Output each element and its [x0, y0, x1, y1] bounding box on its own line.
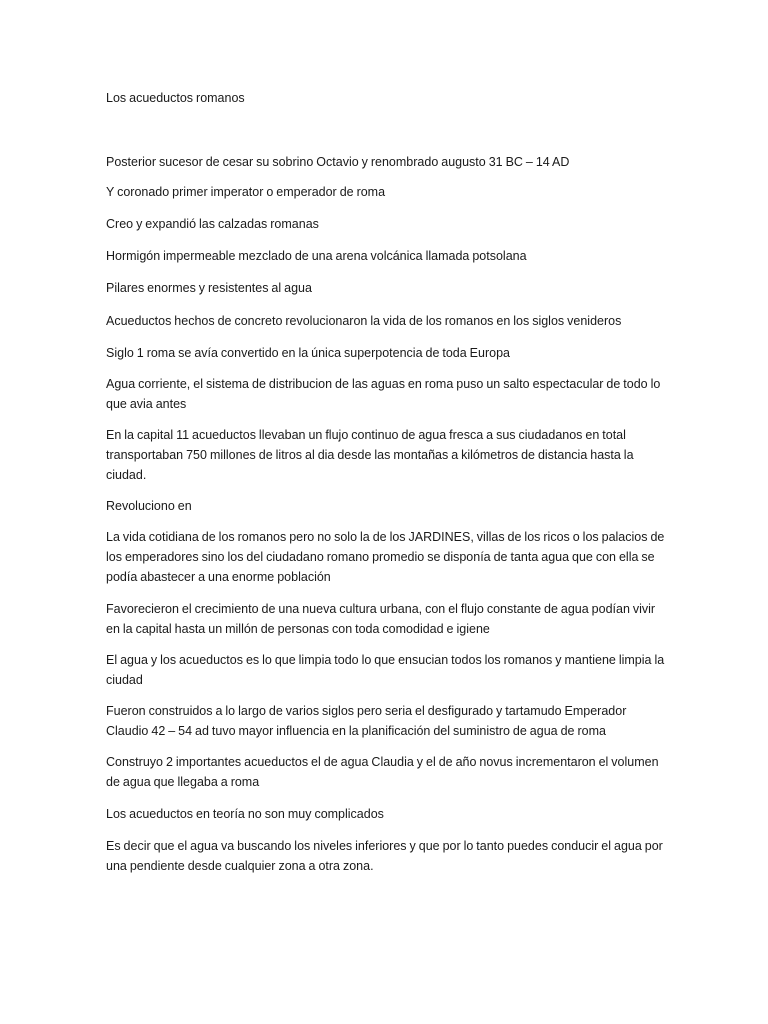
paragraph-6: Acueductos hechos de concreto revolucionaron la vida de los romanos en los siglos venideros — [106, 314, 622, 328]
paragraph-7: Siglo 1 roma se avía convertido en la única superpotencia de toda Europa — [106, 346, 510, 360]
paragraph-4: Hormigón impermeable mezclado de una arena volcánica llamada potsolana — [106, 249, 527, 263]
paragraph-10: Revoluciono en — [106, 499, 192, 513]
paragraph-16: Los acueductos en teoría no son muy complicados — [106, 807, 384, 821]
document-title: Los acueductos romanos — [106, 91, 245, 105]
paragraph-5: Pilares enormes y resistentes al agua — [106, 281, 312, 295]
paragraph-3: Creo y expandió las calzadas romanas — [106, 217, 319, 231]
paragraph-13: El agua y los acueductos es lo que limpia todo lo que ensucian todos los romanos y mantiene limpia la ciudad — [106, 653, 665, 687]
paragraph-2: Y coronado primer imperator o emperador de roma — [106, 185, 386, 199]
paragraph-12: Favorecieron el crecimiento de una nueva cultura urbana, con el flujo constante de agua podían vivir en la capital hasta un millón de personas con toda comodidad e igiene — [106, 602, 656, 636]
paragraph-1: Posterior sucesor de cesar su sobrino Octavio y renombrado augusto 31 BC – 14 AD — [106, 155, 570, 169]
paragraph-11: La vida cotidiana de los romanos pero no solo la de los JARDINES, villas de los ricos o los palacios de los emperadores sino los del ciudadano romano promedio se disponía de tanta agua que con ella se podía abastecer a una enorme población — [106, 530, 665, 584]
paragraph-8: Agua corriente, el sistema de distribucion de las aguas en roma puso un salto espectacular de todo lo que avia antes — [106, 377, 661, 411]
paragraph-15: Construyo 2 importantes acueductos el de agua Claudia y el de año novus incrementaron el volumen de agua que llegaba a roma — [106, 755, 659, 789]
paragraph-17: Es decir que el agua va buscando los niveles inferiores y que por lo tanto puedes conducir el agua por una pendiente desde cualquier zona a otra zona. — [106, 839, 663, 873]
paragraph-14: Fueron construidos a lo largo de varios siglos pero seria el desfigurado y tartamudo Emperador Claudio 42 – 54 ad tuvo mayor influencia en la planificación del suministro de agua de roma — [106, 704, 627, 738]
paragraph-9: En la capital 11 acueductos llevaban un flujo continuo de agua fresca a sus ciudadanos en total transportaban 750 millones de litros al dia desde las montañas a kilómetros de distancia hasta la ciudad. — [106, 428, 634, 482]
